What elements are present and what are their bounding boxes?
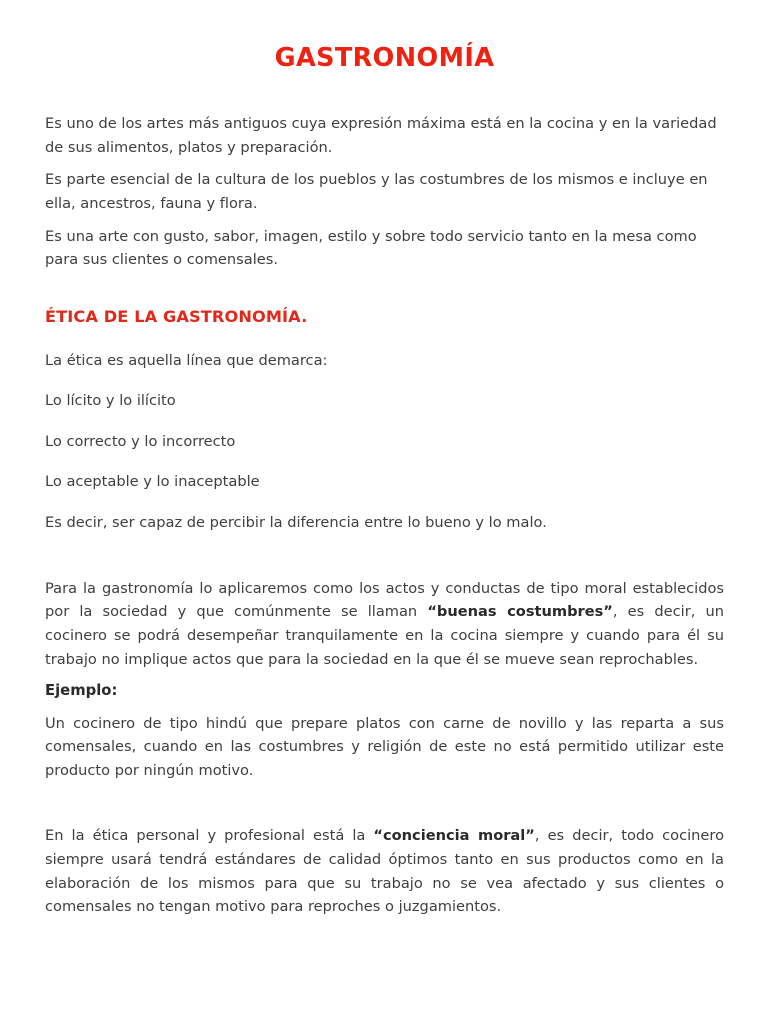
- spacer-intro-2: [45, 216, 724, 225]
- intro-paragraph-1: Es uno de los artes más antiguos cuya expresión máxima está en la cocina y en la variedad de sus alimentos, platos y preparación.: [45, 115, 717, 156]
- spacer-after-title: [45, 72, 724, 112]
- application-paragraph-emphasis: “buenas costumbres”: [427, 603, 613, 621]
- sub-heading-ejemplo: Ejemplo:: [45, 682, 118, 700]
- section-heading-etica: ÉTICA DE LA GASTRONOMÍA.: [45, 306, 308, 326]
- spacer-before-closing-line: [45, 494, 724, 511]
- page-title: GASTRONOMÍA: [274, 43, 495, 73]
- example-paragraph: Un cocinero de tipo hindú que prepare platos con carne de novillo y las reparta a sus comensales, cuando en las costumbres y religión de este no está permitido utilizar este producto por ningún motivo.: [45, 714, 724, 779]
- spacer-before-ethics: [45, 272, 724, 306]
- conscience-paragraph-part1: En la ética personal y profesional está la: [45, 827, 374, 845]
- spacer-intro-1: [45, 159, 724, 168]
- ethics-closing-line: Es decir, ser capaz de percibir la diferencia entre lo bueno y lo malo.: [45, 514, 547, 532]
- application-paragraph-part1: Para la gastronomía lo aplicaremos como los actos y conductas de tipo moral establecidos por la sociedad y que comúnmente se llaman: [45, 579, 724, 621]
- list-item: Lo correcto y lo incorrecto: [45, 432, 236, 450]
- spacer-before-application: [45, 535, 724, 577]
- spacer-before-example-heading: [45, 671, 724, 680]
- document-content: [45, 0, 724, 919]
- intro-paragraph-3: Es una arte con gusto, sabor, imagen, estilo y sobre todo servicio tanto en la mesa como para sus clientes o comensales.: [45, 227, 697, 269]
- spacer-after-ethics-heading: [45, 329, 724, 349]
- conscience-paragraph-part2: , es decir, todo cocinero siempre usará tendrá estándares de calidad óptimos tanto en sus productos como en la elaboración de los mismos para que su trabajo no se vea afectado y sus clientes o comensales no tengan motivo para reproches o juzgamientos.: [45, 827, 724, 916]
- intro-paragraph-2: Es parte esencial de la cultura de los pueblos y las costumbres de los mismos e incluye en ella, ancestros, fauna y flora.: [45, 171, 708, 212]
- conscience-paragraph-emphasis: “conciencia moral”: [373, 827, 535, 845]
- application-paragraph-part2: , es decir, un cocinero se podrá desempeñar tranquilamente en la cocina siempre y cuando para él su trabajo no implique actos que para la sociedad en la que él se mueve sean reprochables.: [45, 603, 724, 668]
- list-item: Lo aceptable y lo inaceptable: [45, 473, 260, 491]
- ethics-lead-line: La ética es aquella línea que demarca:: [45, 351, 328, 369]
- conscience-paragraph: [45, 824, 724, 919]
- spacer-before-conscience: [45, 782, 724, 824]
- list-item: Lo lícito y lo ilícito: [45, 392, 176, 410]
- spacer-after-example-heading: [45, 703, 724, 712]
- application-paragraph: [45, 577, 724, 672]
